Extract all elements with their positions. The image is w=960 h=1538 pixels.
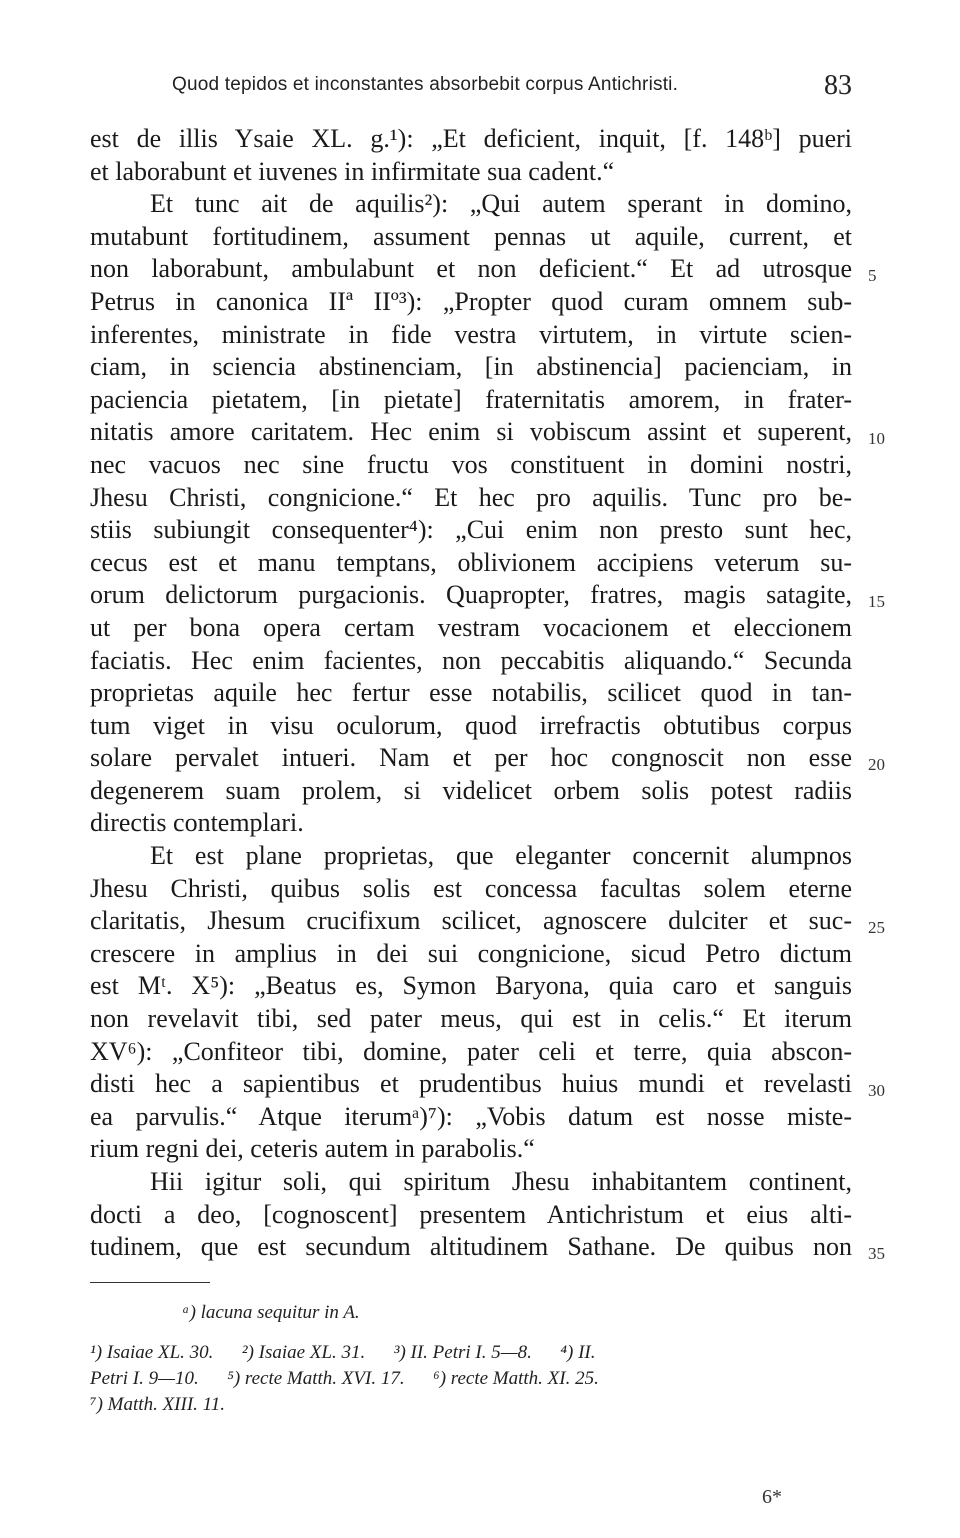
- text-line: non revelavit tibi, sed pater meus, qui est in celis.“ Et iterum: [90, 1004, 852, 1034]
- text-line: Jhesu Christi, quibus solis est concessa facultas solem eterne: [90, 873, 852, 903]
- line-number-35: 35: [868, 1244, 885, 1263]
- text-line: tum viget in visu oculorum, quod irrefractis obtutibus corpus: [90, 710, 852, 740]
- footnote-line: ⁷) Matth. XIII. 11.: [90, 1394, 225, 1415]
- text-line: directis contemplari.: [90, 808, 304, 838]
- text-line: ciam, in sciencia abstinenciam, [in abstinencia] pacienciam, in: [90, 352, 852, 382]
- text-line: faciatis. Hec enim facientes, non peccabitis aliquando.“ Secunda: [90, 645, 852, 675]
- text-line: claritatis, Jhesum crucifixum scilicet, agnoscere dulciter et suc-: [90, 906, 852, 936]
- text-line: Et est plane proprietas, que eleganter concernit alumpnos: [150, 841, 852, 871]
- footnote-line: Petri I. 9—10. ⁵) recte Matth. XVI. 17. ⁶) recte Matth. XI. 25.: [90, 1368, 599, 1389]
- text-line: non laborabunt, ambulabunt et non deficient.“ Et ad utrosque: [90, 254, 852, 284]
- footnotes: [90, 1300, 860, 1418]
- text-line: Hii igitur soli, qui spiritum Jhesu inhabitantem continent,: [150, 1167, 852, 1196]
- text-line: ea parvulis.“ Atque iterumᵃ)⁷): „Vobis datum est nosse miste-: [90, 1101, 852, 1131]
- line-number-5: 5: [868, 266, 877, 285]
- line-number-30: 30: [868, 1081, 885, 1100]
- running-header: [172, 70, 872, 110]
- footnote-a: ᵃ) lacuna sequitur in A.: [182, 1302, 360, 1323]
- text-line: degenerem suam prolem, si videlicet orbem solis potest radiis: [90, 775, 852, 805]
- text-line: rium regni dei, ceteris autem in parabolis.“: [90, 1134, 535, 1164]
- text-line: est Mᵗ. X⁵): „Beatus es, Symon Baryona, quia caro et sanguis: [90, 971, 852, 1001]
- text-line: nec vacuos nec sine fructu vos constituent in domini nostri,: [90, 449, 852, 479]
- text-line: inferentes, ministrate in fide vestra virtutem, in virtute scien-: [90, 319, 852, 349]
- text-line: ut per bona opera certam vestram vocacionem et eleccionem: [90, 612, 852, 642]
- footnote-line: ¹) Isaiae XL. 30. ²) Isaiae XL. 31. ³) II. Petri I. 5—8. ⁴) II.: [90, 1342, 596, 1363]
- text-line: XV⁶): „Confiteor tibi, domine, pater celi et terre, quia abscon-: [90, 1036, 852, 1066]
- text-line: docti a deo, [cognoscent] presentem Antichristum et eius alti-: [90, 1199, 852, 1229]
- line-number-10: 10: [868, 429, 885, 448]
- line-number-15: 15: [868, 592, 885, 611]
- text-line: Jhesu Christi, congnicione.“ Et hec pro aquilis. Tunc pro be-: [90, 482, 852, 512]
- main-text: [90, 123, 852, 1264]
- text-line: Petrus in canonica IIª IIº³): „Propter quod curam omnem sub-: [90, 286, 852, 316]
- text-line: nitatis amore caritatem. Hec enim si vobiscum assint et superent,: [90, 417, 852, 447]
- line-number-25: 25: [868, 918, 885, 937]
- text-line: disti hec a sapientibus et prudentibus huius mundi et revelasti: [90, 1069, 852, 1099]
- text-line: crescere in amplius in dei sui congnicione, sicud Petro dictum: [90, 938, 852, 968]
- footnote-rule: [90, 1282, 210, 1283]
- text-line: cecus est et manu temptans, oblivionem accipiens veterum su-: [90, 547, 852, 577]
- text-line: proprietas aquile hec fertur esse notabilis, scilicet quod in tan-: [90, 678, 852, 708]
- text-line: et laborabunt et iuvenes in infirmitate sua cadent.“: [90, 156, 615, 186]
- page-number: 83: [824, 70, 852, 101]
- text-line: tudinem, que est secundum altitudinem Sathane. De quibus non: [90, 1232, 852, 1262]
- text-line: Et tunc ait de aquilis²): „Qui autem sperant in domino,: [150, 189, 852, 219]
- text-line: mutabunt fortitudinem, assument pennas ut aquile, current, et: [90, 221, 852, 251]
- text-line: stiis subiungit consequenter⁴): „Cui enim non presto sunt hec,: [90, 515, 852, 545]
- running-title: Quod tepidos et inconstantes absorbebit corpus Antichristi.: [172, 74, 679, 95]
- signature-mark: 6*: [762, 1486, 782, 1508]
- text-line: solare pervalet intueri. Nam et per hoc congnoscit non esse: [90, 743, 852, 773]
- text-line: paciencia pietatem, [in pietate] fraternitatis amorem, in frater-: [90, 384, 852, 414]
- text-line: est de illis Ysaie XL. g.¹): „Et deficient, inquit, [f. 148ᵇ] pueri: [90, 124, 852, 153]
- line-number-20: 20: [868, 755, 885, 774]
- text-line: orum delictorum purgacionis. Quapropter, fratres, magis satagite,: [90, 580, 852, 610]
